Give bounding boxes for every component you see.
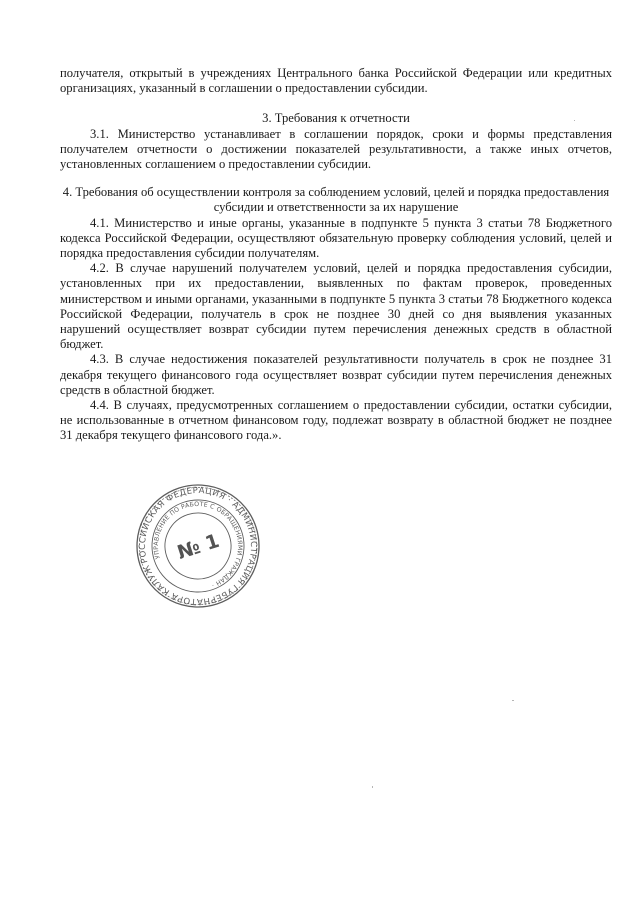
document-page bbox=[60, 66, 612, 444]
seal-inner-text: УПРАВЛЕНИЕ ПО РАБОТЕ С ОБРАЩЕНИЯМИ ГРАЖДАН · bbox=[152, 500, 244, 589]
scan-speck bbox=[372, 786, 373, 788]
official-seal bbox=[134, 482, 262, 610]
section-4-heading: 4. Требования об осуществлении контроля за соблюдением условий, целей и порядка предоставления субсидии и ответственности за их нарушение bbox=[62, 185, 610, 215]
scan-speck bbox=[512, 700, 514, 701]
seal-outer-text: РОССИЙСКАЯ ФЕДЕРАЦИЯ · АДМИНИСТРАЦИЯ ГУБЕРНАТОРА КАЛУЖСКОЙ bbox=[137, 485, 259, 607]
paragraph-4-3: 4.3. В случае недостижения показателей результативности получатель в срок не позднее 31 декабря текущего финансового года осуществляет возврат субсидии путем перечисления денежных средств в областной бюджет. bbox=[60, 352, 612, 397]
paragraph-4-1: 4.1. Министерство и иные органы, указанные в подпункте 5 пункта 3 статьи 78 Бюджетного кодекса Российской Федерации, осуществляют обязательную проверку соблюдения условий, целей и порядка предоставления субсидии получателям. bbox=[60, 215, 612, 261]
paragraph-4-2: 4.2. В случае нарушений получателем условий, целей и порядка предоставления субсидии, установленных при их предоставлении, выявленных по фактам проверок, проведенных министерством и иными органами, указанными в подпункте 5 пункта 3 статьи 78 Бюджетного кодекса Российской Федерации, получатель в срок не позднее 30 дней со дня выявления указанных нарушений осуществляет возврат субсидии путем перечисления денежных средств в областной бюджет. bbox=[60, 261, 612, 352]
paragraph-continuation: получателя, открытый в учреждениях Центрального банка Российской Федерации или кредитных организациях, указанный в соглашении о предоставлении субсидии. bbox=[60, 66, 612, 96]
paragraph-3-1: 3.1. Министерство устанавливает в соглашении порядок, сроки и формы представления получателем отчетности о достижении показателей результативности, а также иных отчетов, установленных соглашением о предоставлении субсидии. bbox=[60, 126, 612, 172]
section-3-heading: 3. Требования к отчетности bbox=[262, 111, 410, 126]
paragraph-4-4: 4.4. В случаях, предусмотренных соглашением о предоставлении субсидии, остатки субсидии, не использованные в отчетном финансовом году, подлежат возврату в областной бюджет не позднее 31 декабря текущего финансового года.». bbox=[60, 398, 612, 443]
scan-speck bbox=[574, 120, 575, 121]
seal-number: № 1 bbox=[174, 529, 223, 565]
